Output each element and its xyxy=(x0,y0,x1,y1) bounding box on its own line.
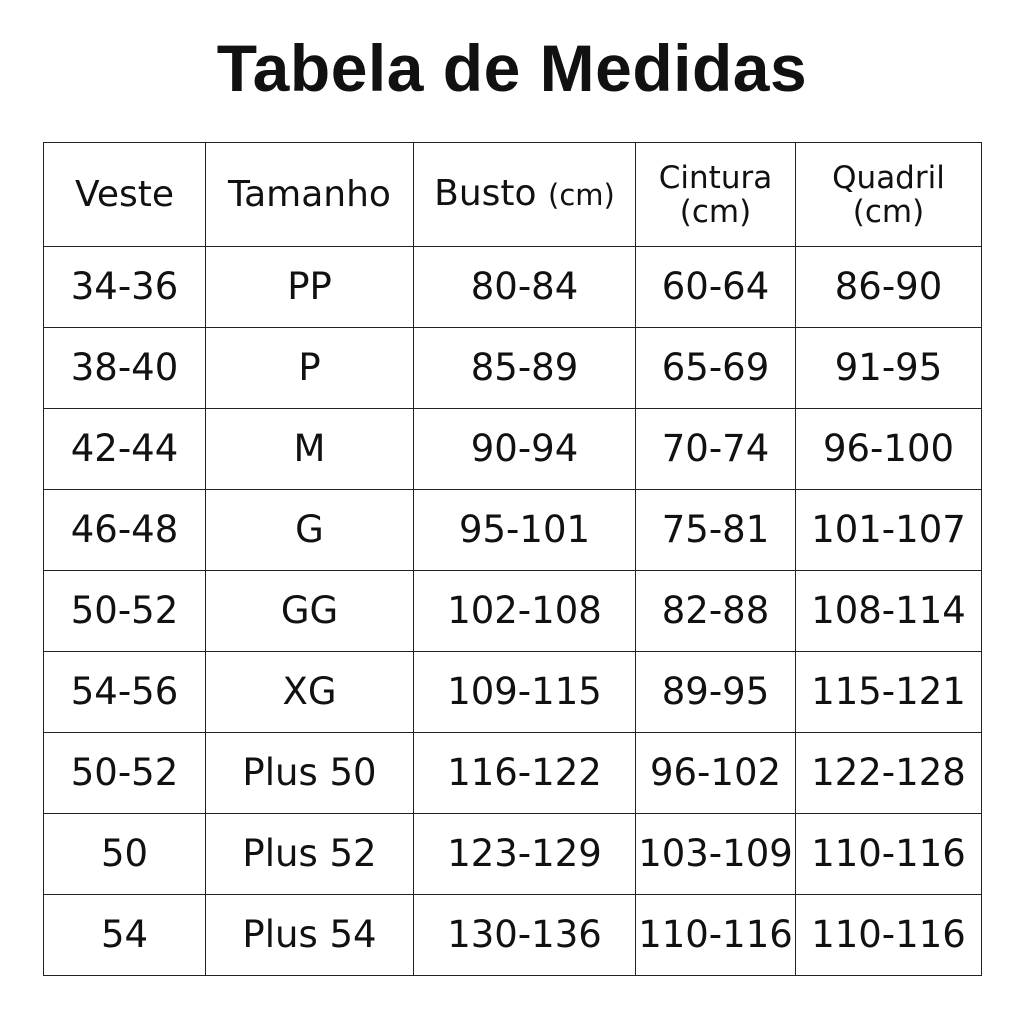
cell-tamanho: G xyxy=(206,490,414,571)
header-veste-label: Veste xyxy=(75,173,174,215)
header-cintura-unit: (cm) xyxy=(679,193,752,230)
cell-tamanho: Plus 54 xyxy=(206,895,414,976)
cell-veste: 38-40 xyxy=(44,328,206,409)
header-cintura xyxy=(636,143,796,247)
cell-tamanho: GG xyxy=(206,571,414,652)
cell-quadril: 91-95 xyxy=(796,328,982,409)
cell-cintura: 103-109 xyxy=(636,814,796,895)
cell-busto: 90-94 xyxy=(414,409,636,490)
table-row xyxy=(44,895,982,976)
cell-cintura: 82-88 xyxy=(636,571,796,652)
cell-veste: 54-56 xyxy=(44,652,206,733)
cell-quadril: 122-128 xyxy=(796,733,982,814)
cell-tamanho: PP xyxy=(206,247,414,328)
cell-quadril: 115-121 xyxy=(796,652,982,733)
header-row xyxy=(44,143,982,247)
table-row xyxy=(44,409,982,490)
cell-cintura: 89-95 xyxy=(636,652,796,733)
header-quadril xyxy=(796,143,982,247)
cell-tamanho: Plus 50 xyxy=(206,733,414,814)
cell-cintura: 70-74 xyxy=(636,409,796,490)
cell-cintura: 110-116 xyxy=(636,895,796,976)
cell-cintura: 65-69 xyxy=(636,328,796,409)
cell-quadril: 96-100 xyxy=(796,409,982,490)
cell-quadril: 110-116 xyxy=(796,814,982,895)
table-header xyxy=(44,143,982,247)
table-row xyxy=(44,571,982,652)
header-quadril-label: Quadril xyxy=(832,159,945,196)
table-row xyxy=(44,328,982,409)
cell-quadril: 86-90 xyxy=(796,247,982,328)
cell-tamanho: XG xyxy=(206,652,414,733)
cell-busto: 116-122 xyxy=(414,733,636,814)
header-cintura-label: Cintura xyxy=(658,159,773,196)
cell-busto: 102-108 xyxy=(414,571,636,652)
cell-veste: 46-48 xyxy=(44,490,206,571)
cell-veste: 50 xyxy=(44,814,206,895)
cell-busto: 109-115 xyxy=(414,652,636,733)
header-veste xyxy=(44,143,206,247)
cell-cintura: 75-81 xyxy=(636,490,796,571)
cell-busto: 95-101 xyxy=(414,490,636,571)
header-busto-label: Busto xyxy=(434,173,537,214)
header-tamanho xyxy=(206,143,414,247)
cell-cintura: 96-102 xyxy=(636,733,796,814)
cell-veste: 34-36 xyxy=(44,247,206,328)
cell-busto: 85-89 xyxy=(414,328,636,409)
cell-tamanho: M xyxy=(206,409,414,490)
cell-cintura: 60-64 xyxy=(636,247,796,328)
header-busto xyxy=(414,143,636,247)
cell-tamanho: P xyxy=(206,328,414,409)
table-row xyxy=(44,814,982,895)
page-title: Tabela de Medidas xyxy=(216,31,808,105)
header-busto-unit: (cm) xyxy=(548,178,615,212)
table-body xyxy=(44,247,982,976)
table-row xyxy=(44,490,982,571)
size-chart-table xyxy=(43,142,982,976)
cell-veste: 50-52 xyxy=(44,571,206,652)
table-row xyxy=(44,652,982,733)
cell-veste: 50-52 xyxy=(44,733,206,814)
header-tamanho-label: Tamanho xyxy=(228,173,391,215)
cell-busto: 130-136 xyxy=(414,895,636,976)
table-row xyxy=(44,733,982,814)
cell-veste: 54 xyxy=(44,895,206,976)
cell-busto: 123-129 xyxy=(414,814,636,895)
cell-veste: 42-44 xyxy=(44,409,206,490)
cell-quadril: 101-107 xyxy=(796,490,982,571)
header-quadril-unit: (cm) xyxy=(852,193,925,230)
cell-quadril: 110-116 xyxy=(796,895,982,976)
cell-quadril: 108-114 xyxy=(796,571,982,652)
cell-busto: 80-84 xyxy=(414,247,636,328)
cell-tamanho: Plus 52 xyxy=(206,814,414,895)
table-row xyxy=(44,247,982,328)
